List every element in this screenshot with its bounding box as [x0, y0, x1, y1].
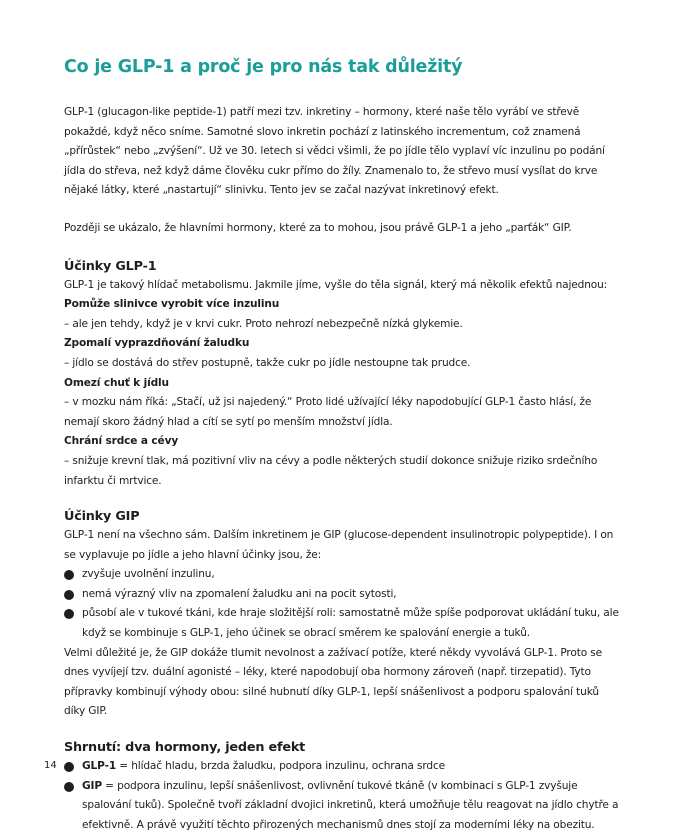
glp1-effect-title: Zpomalí vyprazdňování žaludku	[64, 337, 250, 350]
summary-term: GLP-1	[82, 760, 117, 773]
gip-effects-list	[64, 565, 620, 643]
page-number: 14	[44, 760, 57, 771]
bullet-icon	[64, 609, 74, 619]
page-title: Co je GLP-1 a proč je pro nás tak důležitý	[64, 57, 463, 77]
list-item: nemá výrazný vliv na zpomalení žaludku ani na pocit sytosti,	[64, 585, 620, 605]
summary-list	[64, 757, 620, 835]
article	[64, 56, 620, 835]
bullet-icon	[64, 762, 74, 772]
glp1-effect-text: – v mozku nám říká: „Stačí, už jsi najedený.“ Proto lidé užívající léky napodobující GLP-1 často hlásí, že nemají skoro žádný hlad a cítí se sytí po menším množství jídla.	[64, 396, 592, 428]
gip-intro: GLP-1 není na všechno sám. Dalším inkretinem je GIP (glucose-dependent insulinotropic polypeptide). I on se vyplavuje po jídle a jeho hlavní účinky jsou, že:	[64, 529, 614, 561]
gip-heading: Účinky GIP	[64, 509, 140, 525]
glp1-intro: GLP-1 je takový hlídač metabolismu. Jakmile jíme, vyšle do těla signál, který má několik efektů najednou:	[64, 278, 608, 291]
intro-paragraph: GLP-1 (glucagon-like peptide-1) patří mezi tzv. inkretiny – hormony, které naše tělo vyrábí ve střevě pokaždé, když něco sníme. Samotné slovo inkretin pochází z latinského incrementum, což znamená „přírůstek“ nebo „zvýšení“. Už ve 30. letech si vědci všimli, že po jídle tělo vyplaví víc inzulinu po podání jídla do střeva, než když dáme člověku cukr přímo do žíly. Znamenalo to, že střevo musí vysílat do krve nějaké látky, které „nastartují“ slinivku. Tento jev se začal nazývat inkretinový efekt.	[64, 106, 605, 197]
list-item: působí ale v tukové tkáni, kde hraje složitější roli: samostatně může spíše podporovat ukládání tuku, ale když se kombinuje s GLP-1, jeho účinek se obrací směrem ke spalování energie a tuků.	[64, 604, 620, 643]
glp1-effect-text: – snižuje krevní tlak, má pozitivní vliv na cévy a podle některých studií dokonce snižuje riziko srdečního infarktu či mrtvice.	[64, 454, 598, 487]
intro-paragraph: Později se ukázalo, že hlavními hormony, které za to mohou, jsou právě GLP-1 a jeho „parťák“ GIP.	[64, 221, 572, 234]
bullet-icon	[64, 590, 74, 600]
bullet-icon	[64, 782, 74, 792]
list-item: GLP-1 = hlídač hladu, brzda žaludku, podpora inzulinu, ochrana srdce	[64, 757, 620, 777]
summary-term: GIP	[82, 779, 102, 792]
gip-outro: Velmi důležité je, že GIP dokáže tlumit nevolnost a zažívací potíže, které někdy vyvolává GLP-1. Proto se dnes vyvíjejí tzv. duální agonisté – léky, které napodobují oba hormony zároveň (např. tirzepatid). Tyto přípravky kombinují výhody obou: silné hubnutí díky GLP-1, lepší snášenlivost a podporu spalování tuků díky GIP.	[64, 646, 603, 718]
bullet-icon	[64, 570, 74, 580]
list-item: zvyšuje uvolnění inzulinu,	[64, 565, 620, 585]
glp1-heading: Účinky GLP-1	[64, 258, 157, 274]
glp1-effect-title: Pomůže slinivce vyrobit více inzulinu	[64, 298, 280, 311]
list-item: GIP = podpora inzulinu, lepší snášenlivost, ovlivnění tukové tkáně (v kombinaci s GLP-1 zvyšuje spalování tuků). Společně tvoří základní dvojici inkretinů, která umožňuje tělu reagovat na jídlo chytře a efektivně. A právě využití těchto přirozených mechanismů dnes stojí za moderními léky na obezitu.	[64, 777, 620, 835]
glp1-effect-text: – ale jen tehdy, když je v krvi cukr. Proto nehrozí nebezpečně nízká glykemie.	[64, 317, 463, 330]
glp1-effect-title: Chrání srdce a cévy	[64, 435, 179, 448]
glp1-effect-text: – jídlo se dostává do střev postupně, takže cukr po jídle nestoupne tak prudce.	[64, 356, 471, 369]
glp1-effect-title: Omezí chuť k jídlu	[64, 376, 169, 389]
summary-heading: Shrnutí: dva hormony, jeden efekt	[64, 740, 306, 756]
